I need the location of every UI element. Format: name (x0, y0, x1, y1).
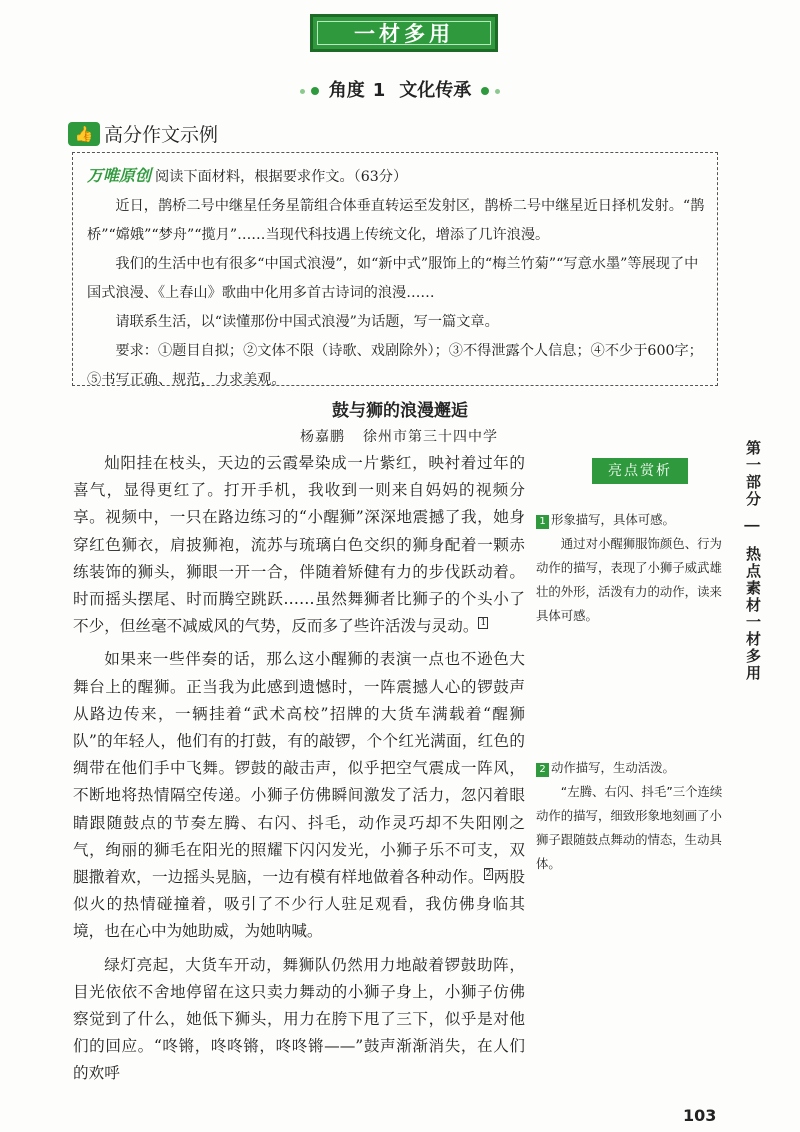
essay-author: 杨嘉鹏 (300, 429, 345, 445)
annotation-body: 通过对小醒狮服饰颜色、行为动作的描写，表现了小狮子威武雄壮的外形，活泼有力的动作，读来具体可感。 (536, 536, 722, 623)
essay-school: 徐州市第三十四中学 (363, 429, 498, 445)
section-heading (68, 120, 218, 147)
essay-title: 鼓与狮的浪漫邂逅 (332, 401, 468, 421)
chapter-side-label: 第一部分 | 热点素材一材多用 (744, 440, 762, 682)
annotation-number: 1 (536, 515, 549, 529)
material-intro: 阅读下面材料，根据要求作文。（63分） (155, 169, 408, 185)
annotation-title: 形象描写，具体可感。 (551, 512, 675, 527)
thumbs-up-icon: 👍 (68, 122, 100, 146)
annotation-1 (536, 508, 726, 628)
annotation-number: 2 (536, 763, 549, 777)
note-marker: 2 (485, 868, 492, 879)
angle-heading (0, 76, 800, 102)
section-title: 高分作文示例 (104, 124, 219, 146)
essay-body (73, 450, 525, 1094)
essay-paragraph: 如果来一些伴奏的话，那么这小醒狮的表演一点也不逊色大舞台上的醒狮。正当我为此感到遗憾时，一阵震撼人心的锣鼓声从路边传来，一辆挂着“武术高校”招牌的大货车满载着“醒狮队”的年轻人，他们有的打鼓，有的敲锣，个个红光满面，红色的绸带在他们手中飞舞。锣鼓的敲击声，似乎把空气震成一阵风，不断地将热情隔空传递。小狮子仿佛瞬间激发了活力，忽闪着眼睛跟随鼓点的节奏左腾、右闪、抖毛，动作灵巧却不失阳刚之气，绚丽的狮毛在阳光的照耀下闪闪发光，小狮子乐不可支，双腿撒着欢，一边摇头晃脑，一边有模有样地做着各种动作。 $^2$ 两股似火的热情碰撞着，吸引了不少行人驻足观看，我仿佛身临其境，也在心中为她助威，为她呐喊。 (73, 650, 525, 941)
banner (310, 14, 498, 52)
annotation-body: “左腾、右闪、抖毛”三个连续动作的描写，细致形象地刻画了小狮子跟随鼓点舞动的情态，生动具体。 (536, 784, 723, 871)
essay-paragraph: 绿灯亮起，大货车开动，舞狮队仍然用力地敲着锣鼓助阵，目光依依不舍地停留在这只卖力舞动的小狮子身上，小狮子仿佛察觉到了什么，她低下狮头，用力在胯下甩了三下，似乎是对他们的回应。“咚锵，咚咚锵，咚咚锵——”鼓声渐渐消失，在人们的欢呼 (73, 955, 525, 1083)
material-paragraph: 近日，鹊桥二号中继星任务星箭组合体垂直转运至发射区，鹊桥二号中继星近日择机发射。“鹊桥”“嫦娥”“梦舟”“揽月”……当现代科技遇上传统文化，增添了几许浪漫。 (87, 198, 705, 243)
essay-paragraph: 灿阳挂在枝头，天边的云霞晕染成一片紫红，映衬着过年的喜气，显得更红了。打开手机，我收到一则来自妈妈的视频分享。视频中，一只在路边练习的“小醒狮”深深地震撼了我，她身穿红色狮衣，肩披狮袍，流苏与琉璃白色交织的狮身配着一颗赤练装饰的狮头，狮眼一开一合，伴随着矫健有力的步伐跃动着。时而摇头摆尾、时而腾空跳跃……虽然舞狮者比狮子的个头小了不少，但丝毫不减威风的气势，反而多了些许活泼与灵动。 $^1$ (73, 454, 525, 636)
essay-author-line (300, 426, 516, 446)
part-label: 第一部分 (744, 440, 762, 508)
material-task: 请联系生活，以“读懂那份中国式浪漫”为话题，写一篇文章。 (115, 314, 499, 330)
material-paragraph: 我们的生活中也有很多“中国式浪漫”，如“新中式”服饰上的“梅兰竹菊”“写意水墨”等展现了中国式浪漫、《上春山》歌曲中化用多首古诗词的浪漫…… (87, 256, 699, 301)
original-tag: 万唯原创 (87, 166, 152, 185)
material-box (72, 152, 718, 386)
angle-label: 角度 (328, 80, 365, 101)
annotation-2 (536, 756, 726, 876)
page-number: 103 (683, 1106, 717, 1125)
angle-topic: 文化传承 (399, 80, 472, 101)
highlight-analysis-heading: 亮点赏析 (592, 458, 688, 484)
banner-title: 一材多用 (354, 22, 454, 46)
material-requirements: 要求：①题目自拟；②文体不限（诗歌、戏剧除外）；③不得泄露个人信息；④不少于600字；⑤书写正确、规范，力求美观。 (87, 343, 703, 388)
part-title: 热点素材一材多用 (744, 545, 762, 682)
annotation-title: 动作描写，生动活泼。 (551, 760, 675, 775)
note-marker: 1 (480, 618, 487, 629)
angle-number: 1 (372, 80, 386, 101)
